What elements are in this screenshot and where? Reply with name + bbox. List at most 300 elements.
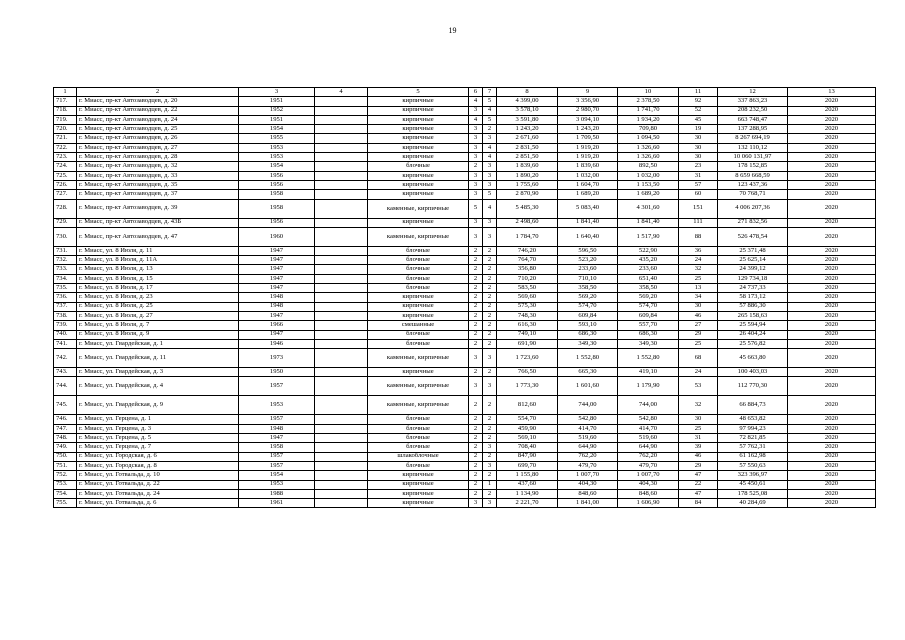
total-area-cell: 1 839,60	[497, 162, 558, 171]
address-cell: г. Миасс, ул. 8 Июля, д. 11А	[77, 256, 239, 265]
living-area-cell: 233,60	[618, 265, 679, 274]
row-number: 720.	[54, 125, 77, 134]
area-cell: 1 919,20	[558, 143, 618, 152]
planned-year-cell: 2020	[788, 415, 876, 424]
total-area-cell: 569,60	[497, 293, 558, 302]
table-row	[54, 452, 876, 461]
column-number-header-row	[54, 88, 876, 97]
year-built-cell: 1951	[239, 115, 315, 124]
year-built-cell: 1958	[239, 199, 315, 218]
entrances-cell: 3	[483, 162, 497, 171]
column-4-cell	[315, 199, 368, 218]
floors-cell: 2	[469, 246, 483, 255]
planned-year-cell: 2020	[788, 153, 876, 162]
living-area-cell: 1 326,60	[618, 153, 679, 162]
table-row	[54, 424, 876, 433]
column-header: 13	[788, 88, 876, 97]
wall-material-cell: кирпичные	[368, 190, 469, 199]
cost-cell: 25 594,94	[718, 321, 788, 330]
address-cell: г. Миасс, ул. Герцена, д. 7	[77, 443, 239, 452]
table-row	[54, 115, 876, 124]
floors-cell: 3	[469, 377, 483, 396]
floors-cell: 3	[469, 171, 483, 180]
year-built-cell: 1952	[239, 106, 315, 115]
residents-cell: 46	[679, 452, 718, 461]
planned-year-cell: 2020	[788, 293, 876, 302]
address-cell: г. Миасс, ул. Готвальда, д. 22	[77, 480, 239, 489]
row-number: 717.	[54, 97, 77, 106]
cost-cell: 58 173,12	[718, 293, 788, 302]
row-number: 741.	[54, 339, 77, 348]
planned-year-cell: 2020	[788, 349, 876, 368]
table-row	[54, 499, 876, 508]
residents-cell: 52	[679, 106, 718, 115]
floors-cell: 4	[469, 97, 483, 106]
area-cell: 1 601,60	[558, 377, 618, 396]
total-area-cell: 459,90	[497, 424, 558, 433]
table-row	[54, 443, 876, 452]
entrances-cell: 4	[483, 143, 497, 152]
entrances-cell: 2	[483, 256, 497, 265]
area-cell: 1 604,70	[558, 180, 618, 189]
floors-cell: 2	[469, 274, 483, 283]
residents-cell: 39	[679, 443, 718, 452]
floors-cell: 2	[469, 461, 483, 470]
address-cell: г. Миасс, пр-кт Автозаводцев, д. 22	[77, 106, 239, 115]
table-row	[54, 349, 876, 368]
cost-cell: 8 267 694,19	[718, 134, 788, 143]
year-built-cell: 1948	[239, 302, 315, 311]
living-area-cell: 435,20	[618, 256, 679, 265]
wall-material-cell: блочные	[368, 339, 469, 348]
total-area-cell: 2 870,90	[497, 190, 558, 199]
floors-cell: 3	[469, 106, 483, 115]
area-cell: 519,60	[558, 434, 618, 443]
wall-material-cell: кирпичные	[368, 125, 469, 134]
cost-cell: 97 994,23	[718, 424, 788, 433]
entrances-cell: 2	[483, 284, 497, 293]
year-built-cell: 1954	[239, 125, 315, 134]
cost-cell: 208 232,50	[718, 106, 788, 115]
column-4-cell	[315, 256, 368, 265]
planned-year-cell: 2020	[788, 227, 876, 246]
address-cell: г. Миасс, пр-кт Автозаводцев, д. 24	[77, 115, 239, 124]
area-cell: 2 980,70	[558, 106, 618, 115]
entrances-cell: 2	[483, 125, 497, 134]
area-cell: 1 839,60	[558, 162, 618, 171]
area-cell: 574,70	[558, 302, 618, 311]
address-cell: г. Миасс, пр-кт Автозаводцев, д. 27	[77, 143, 239, 152]
year-built-cell: 1956	[239, 180, 315, 189]
row-number: 733.	[54, 265, 77, 274]
floors-cell: 2	[469, 489, 483, 498]
entrances-cell: 2	[483, 321, 497, 330]
row-number: 732.	[54, 256, 77, 265]
wall-material-cell: блочные	[368, 162, 469, 171]
column-header: 6	[469, 88, 483, 97]
row-number: 721.	[54, 134, 77, 143]
area-cell: 593,10	[558, 321, 618, 330]
total-area-cell: 710,20	[497, 274, 558, 283]
entrances-cell: 2	[483, 396, 497, 415]
column-4-cell	[315, 106, 368, 115]
area-cell: 404,30	[558, 480, 618, 489]
area-cell: 848,60	[558, 489, 618, 498]
residents-cell: 31	[679, 434, 718, 443]
cost-cell: 57 886,30	[718, 302, 788, 311]
total-area-cell: 616,30	[497, 321, 558, 330]
year-built-cell: 1950	[239, 368, 315, 377]
address-cell: г. Миасс, ул. Гвардейская, д. 3	[77, 368, 239, 377]
wall-material-cell: кирпичные	[368, 134, 469, 143]
floors-cell: 3	[469, 218, 483, 227]
planned-year-cell: 2020	[788, 115, 876, 124]
residents-cell: 25	[679, 274, 718, 283]
total-area-cell: 1 773,30	[497, 377, 558, 396]
total-area-cell: 749,10	[497, 330, 558, 339]
wall-material-cell: кирпичные	[368, 218, 469, 227]
column-4-cell	[315, 368, 368, 377]
living-area-cell: 1 517,90	[618, 227, 679, 246]
row-number: 742.	[54, 349, 77, 368]
cost-cell: 45 450,61	[718, 480, 788, 489]
table-row	[54, 368, 876, 377]
year-built-cell: 1947	[239, 265, 315, 274]
table-row	[54, 415, 876, 424]
entrances-cell: 4	[483, 153, 497, 162]
year-built-cell: 1954	[239, 471, 315, 480]
living-area-cell: 574,70	[618, 302, 679, 311]
residents-cell: 47	[679, 471, 718, 480]
address-cell: г. Миасс, ул. 8 Июля, д. 25	[77, 302, 239, 311]
area-cell: 762,20	[558, 452, 618, 461]
cost-cell: 137 288,95	[718, 125, 788, 134]
row-number: 724.	[54, 162, 77, 171]
floors-cell: 3	[469, 499, 483, 508]
planned-year-cell: 2020	[788, 302, 876, 311]
column-4-cell	[315, 274, 368, 283]
year-built-cell: 1947	[239, 311, 315, 320]
year-built-cell: 1973	[239, 349, 315, 368]
total-area-cell: 2 498,60	[497, 218, 558, 227]
year-built-cell: 1957	[239, 415, 315, 424]
column-header: 4	[315, 88, 368, 97]
row-number: 740.	[54, 330, 77, 339]
wall-material-cell: кирпичные	[368, 368, 469, 377]
planned-year-cell: 2020	[788, 396, 876, 415]
living-area-cell: 744,00	[618, 396, 679, 415]
row-number: 726.	[54, 180, 77, 189]
floors-cell: 2	[469, 434, 483, 443]
floors-cell: 3	[469, 349, 483, 368]
total-area-cell: 812,60	[497, 396, 558, 415]
year-built-cell: 1956	[239, 218, 315, 227]
cost-cell: 24 399,12	[718, 265, 788, 274]
total-area-cell: 2 851,50	[497, 153, 558, 162]
planned-year-cell: 2020	[788, 311, 876, 320]
residents-cell: 45	[679, 115, 718, 124]
living-area-cell: 1 841,40	[618, 218, 679, 227]
cost-cell: 45 663,80	[718, 349, 788, 368]
total-area-cell: 2 831,50	[497, 143, 558, 152]
living-area-cell: 1 934,20	[618, 115, 679, 124]
planned-year-cell: 2020	[788, 256, 876, 265]
floors-cell: 3	[469, 125, 483, 134]
floors-cell: 2	[469, 415, 483, 424]
entrances-cell: 5	[483, 190, 497, 199]
row-number: 728.	[54, 199, 77, 218]
area-cell: 3 356,90	[558, 97, 618, 106]
column-header: 8	[497, 88, 558, 97]
area-cell: 1 689,20	[558, 190, 618, 199]
table-row	[54, 293, 876, 302]
floors-cell: 3	[469, 227, 483, 246]
column-4-cell	[315, 330, 368, 339]
area-cell: 358,50	[558, 284, 618, 293]
table-row	[54, 471, 876, 480]
floors-cell: 2	[469, 284, 483, 293]
table-row	[54, 274, 876, 283]
cost-cell: 132 110,12	[718, 143, 788, 152]
table-row	[54, 311, 876, 320]
year-built-cell: 1956	[239, 171, 315, 180]
area-cell: 1 709,50	[558, 134, 618, 143]
row-number: 727.	[54, 190, 77, 199]
address-cell: г. Миасс, пр-кт Автозаводцев, д. 39	[77, 199, 239, 218]
column-4-cell	[315, 125, 368, 134]
entrances-cell: 2	[483, 424, 497, 433]
year-built-cell: 1960	[239, 227, 315, 246]
year-built-cell: 1948	[239, 424, 315, 433]
table-row	[54, 489, 876, 498]
column-4-cell	[315, 311, 368, 320]
year-built-cell: 1947	[239, 434, 315, 443]
entrances-cell: 2	[483, 330, 497, 339]
floors-cell: 3	[469, 190, 483, 199]
address-cell: г. Миасс, ул. Гвардейская, д. 9	[77, 396, 239, 415]
entrances-cell: 2	[483, 368, 497, 377]
total-area-cell: 583,50	[497, 284, 558, 293]
floors-cell: 2	[469, 396, 483, 415]
wall-material-cell: каменные, кирпичные	[368, 227, 469, 246]
row-number: 723.	[54, 153, 77, 162]
planned-year-cell: 2020	[788, 330, 876, 339]
column-header: 12	[718, 88, 788, 97]
table-row	[54, 246, 876, 255]
cost-cell: 178 152,85	[718, 162, 788, 171]
area-cell: 233,60	[558, 265, 618, 274]
cost-cell: 112 770,30	[718, 377, 788, 396]
column-4-cell	[315, 471, 368, 480]
residents-cell: 30	[679, 415, 718, 424]
column-4-cell	[315, 97, 368, 106]
column-header: 7	[483, 88, 497, 97]
floors-cell: 3	[469, 180, 483, 189]
row-number: 744.	[54, 377, 77, 396]
total-area-cell: 699,70	[497, 461, 558, 470]
wall-material-cell: блочные	[368, 284, 469, 293]
year-built-cell: 1947	[239, 284, 315, 293]
cost-cell: 57 550,63	[718, 461, 788, 470]
address-cell: г. Миасс, ул. 8 Июля, д. 17	[77, 284, 239, 293]
area-cell: 1 640,40	[558, 227, 618, 246]
living-area-cell: 4 301,60	[618, 199, 679, 218]
address-cell: г. Миасс, ул. 8 Июля, д. 27	[77, 311, 239, 320]
residents-cell: 25	[679, 424, 718, 433]
table-row	[54, 377, 876, 396]
entrances-cell: 2	[483, 434, 497, 443]
total-area-cell: 847,90	[497, 452, 558, 461]
row-number: 735.	[54, 284, 77, 293]
column-4-cell	[315, 246, 368, 255]
living-area-cell: 644,90	[618, 443, 679, 452]
residents-cell: 25	[679, 339, 718, 348]
wall-material-cell: блочные	[368, 443, 469, 452]
table-row	[54, 434, 876, 443]
total-area-cell: 708,40	[497, 443, 558, 452]
entrances-cell: 2	[483, 293, 497, 302]
living-area-cell: 1 094,50	[618, 134, 679, 143]
cost-cell: 25 371,48	[718, 246, 788, 255]
living-area-cell: 419,10	[618, 368, 679, 377]
table-body	[54, 97, 876, 508]
column-header: 1	[54, 88, 77, 97]
table-row	[54, 143, 876, 152]
wall-material-cell: кирпичные	[368, 489, 469, 498]
planned-year-cell: 2020	[788, 218, 876, 227]
address-cell: г. Миасс, пр-кт Автозаводцев, д. 32	[77, 162, 239, 171]
residents-cell: 92	[679, 97, 718, 106]
entrances-cell: 2	[483, 311, 497, 320]
area-cell: 744,00	[558, 396, 618, 415]
living-area-cell: 609,84	[618, 311, 679, 320]
residents-cell: 32	[679, 396, 718, 415]
total-area-cell: 554,70	[497, 415, 558, 424]
table-row	[54, 134, 876, 143]
row-number: 736.	[54, 293, 77, 302]
planned-year-cell: 2020	[788, 97, 876, 106]
column-header: 3	[239, 88, 315, 97]
planned-year-cell: 2020	[788, 471, 876, 480]
address-cell: г. Миасс, ул. Городская, д. 8	[77, 461, 239, 470]
column-4-cell	[315, 339, 368, 348]
row-number: 751.	[54, 461, 77, 470]
entrances-cell: 2	[483, 489, 497, 498]
address-cell: г. Миасс, пр-кт Автозаводцев, д. 47	[77, 227, 239, 246]
column-4-cell	[315, 461, 368, 470]
row-number: 743.	[54, 368, 77, 377]
table-row	[54, 106, 876, 115]
row-number: 722.	[54, 143, 77, 152]
entrances-cell: 3	[483, 377, 497, 396]
address-cell: г. Миасс, ул. 8 Июля, д. 23	[77, 293, 239, 302]
planned-year-cell: 2020	[788, 143, 876, 152]
residents-cell: 30	[679, 302, 718, 311]
floors-cell: 2	[469, 265, 483, 274]
row-number: 750.	[54, 452, 77, 461]
table-row	[54, 180, 876, 189]
planned-year-cell: 2020	[788, 480, 876, 489]
area-cell: 665,30	[558, 368, 618, 377]
total-area-cell: 569,10	[497, 434, 558, 443]
planned-year-cell: 2020	[788, 274, 876, 283]
address-cell: г. Миасс, ул. Гвардейская, д. 4	[77, 377, 239, 396]
residents-cell: 23	[679, 162, 718, 171]
column-header: 9	[558, 88, 618, 97]
table-row	[54, 153, 876, 162]
total-area-cell: 356,80	[497, 265, 558, 274]
planned-year-cell: 2020	[788, 171, 876, 180]
area-cell: 523,20	[558, 256, 618, 265]
planned-year-cell: 2020	[788, 190, 876, 199]
living-area-cell: 651,40	[618, 274, 679, 283]
address-cell: г. Миасс, ул. Готвальда, д. 6	[77, 499, 239, 508]
table-row	[54, 461, 876, 470]
area-cell: 686,30	[558, 330, 618, 339]
total-area-cell: 3 591,80	[497, 115, 558, 124]
cost-cell: 40 284,69	[718, 499, 788, 508]
wall-material-cell: блочные	[368, 424, 469, 433]
address-cell: г. Миасс, пр-кт Автозаводцев, д. 28	[77, 153, 239, 162]
wall-material-cell: блочные	[368, 265, 469, 274]
wall-material-cell: кирпичные	[368, 106, 469, 115]
cost-cell: 25 625,14	[718, 256, 788, 265]
address-cell: г. Миасс, пр-кт Автозаводцев, д. 37	[77, 190, 239, 199]
living-area-cell: 349,30	[618, 339, 679, 348]
cost-cell: 265 158,63	[718, 311, 788, 320]
table-row	[54, 330, 876, 339]
table-row	[54, 256, 876, 265]
row-number: 739.	[54, 321, 77, 330]
planned-year-cell: 2020	[788, 489, 876, 498]
area-cell: 1 032,00	[558, 171, 618, 180]
entrances-cell: 5	[483, 97, 497, 106]
entrances-cell: 3	[483, 499, 497, 508]
residents-cell: 22	[679, 480, 718, 489]
row-number: 748.	[54, 434, 77, 443]
column-4-cell	[315, 180, 368, 189]
floors-cell: 2	[469, 321, 483, 330]
year-built-cell: 1958	[239, 190, 315, 199]
address-cell: г. Миасс, ул. 8 Июля, д. 9	[77, 330, 239, 339]
row-number: 725.	[54, 171, 77, 180]
floors-cell: 4	[469, 115, 483, 124]
living-area-cell: 1 153,50	[618, 180, 679, 189]
floors-cell: 2	[469, 302, 483, 311]
planned-year-cell: 2020	[788, 499, 876, 508]
column-4-cell	[315, 302, 368, 311]
wall-material-cell: блочные	[368, 274, 469, 283]
living-area-cell: 358,50	[618, 284, 679, 293]
total-area-cell: 3 578,10	[497, 106, 558, 115]
address-cell: г. Миасс, пр-кт Автозаводцев, д. 20	[77, 97, 239, 106]
planned-year-cell: 2020	[788, 125, 876, 134]
area-cell: 710,10	[558, 274, 618, 283]
wall-material-cell: блочные	[368, 246, 469, 255]
column-4-cell	[315, 480, 368, 489]
column-4-cell	[315, 424, 368, 433]
planned-year-cell: 2020	[788, 199, 876, 218]
planned-year-cell: 2020	[788, 265, 876, 274]
residents-cell: 53	[679, 377, 718, 396]
area-cell: 5 083,40	[558, 199, 618, 218]
column-4-cell	[315, 227, 368, 246]
area-cell: 1 919,20	[558, 153, 618, 162]
entrances-cell: 5	[483, 115, 497, 124]
area-cell: 3 094,10	[558, 115, 618, 124]
wall-material-cell: кирпичные	[368, 97, 469, 106]
residents-cell: 30	[679, 143, 718, 152]
